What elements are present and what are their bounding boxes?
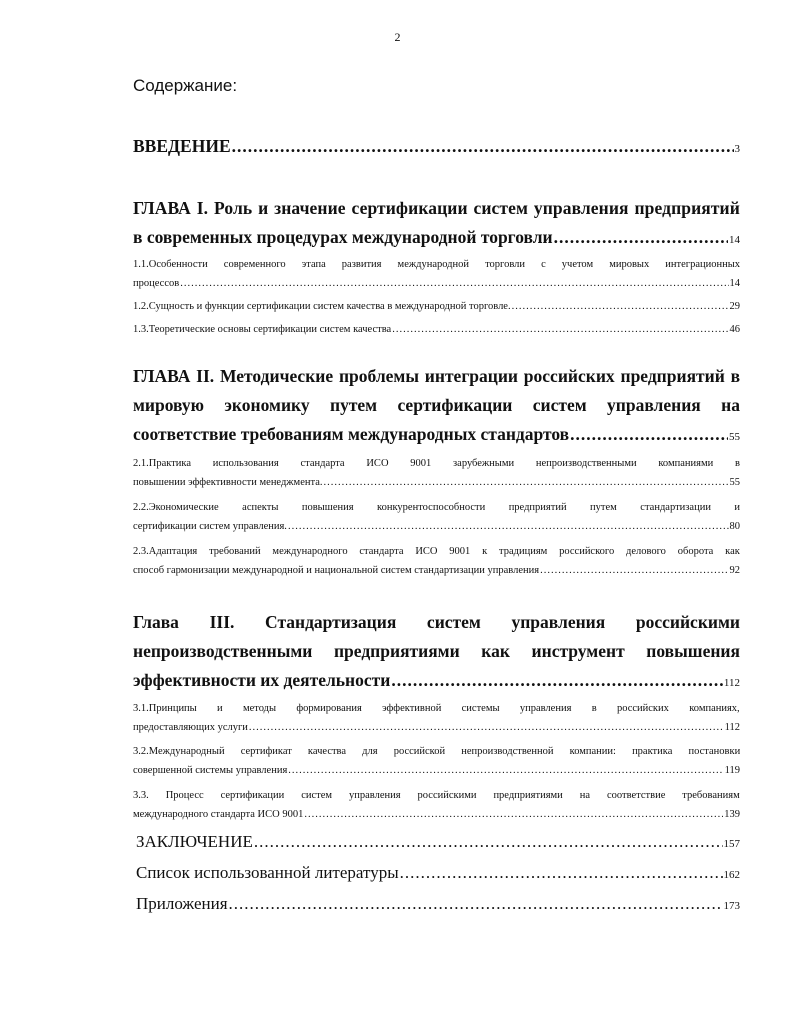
word: предприятиями <box>333 641 460 661</box>
section-2-3-line-1: 2.3.Адаптация требований международного стандарта ИСО 9001 к традициям российского делового оборота как <box>133 546 740 557</box>
section-3-2-line-1: 3.2.Международный сертификат качества для российской непроизводственной компании: практика постановки <box>133 746 741 757</box>
section-1-2-title: 1.2.Сущность и функции сертификации систем качества в международной торговле. <box>133 301 511 312</box>
dot-leader <box>249 722 724 733</box>
section-3-3-page: 139 <box>724 809 740 820</box>
dot-leader <box>512 301 729 312</box>
dot-leader <box>540 565 728 576</box>
section-3-1-line-2: предоставляющих услуги <box>133 722 248 733</box>
section-2-3-page: 92 <box>729 565 740 576</box>
toc-entry-3-3 <box>133 790 740 820</box>
word: III. <box>209 612 235 632</box>
references-page: 162 <box>723 869 740 881</box>
section-3-2-line-2: совершенной системы управления <box>133 765 288 776</box>
dot-leader <box>392 324 728 335</box>
toc-intro-page: 3 <box>734 143 740 155</box>
appendices-title: Приложения <box>136 894 228 913</box>
toc-entry-3-2 <box>133 746 740 776</box>
toc-entry-3-1 <box>133 703 740 733</box>
toc-entry-appendices <box>136 894 740 914</box>
dot-leader <box>570 424 728 445</box>
toc-entry-1-2 <box>133 301 740 312</box>
word: повышения <box>646 641 740 661</box>
conclusion-title: ЗАКЛЮЧЕНИЕ <box>136 832 253 851</box>
chapter-2-page: 55 <box>729 431 740 443</box>
section-2-2-line-1: 2.2.Экономические аспекты повышения конкурентоспособности предприятий путем стандартизации и <box>133 502 741 513</box>
word: экономику <box>224 395 310 415</box>
toc-entry-2-3 <box>133 546 740 576</box>
section-2-1-line-2: повышении эффективности менеджмента. <box>133 477 323 488</box>
section-1-2-page: 29 <box>729 301 740 312</box>
dot-leader <box>232 136 734 157</box>
chapter-3-title-line-3: эффективности их деятельности <box>133 670 391 690</box>
dot-leader <box>288 765 723 776</box>
section-1-1-line-1: 1.1.Особенности современного этапа развития международной торговли с учетом мировых интеграционных <box>133 259 741 270</box>
word: непроизводственными <box>133 641 313 661</box>
references-title: Список использованной литературы <box>136 863 399 882</box>
conclusion-page: 157 <box>723 838 740 850</box>
toc-entry-1-1 <box>133 259 740 289</box>
section-1-1-line-2: процессов <box>133 278 180 289</box>
dot-leader <box>288 521 729 532</box>
section-3-3-line-2: международного стандарта ИСО 9001 <box>133 809 304 820</box>
word: как <box>481 641 510 661</box>
page-number: 2 <box>394 30 401 44</box>
toc-entry-chapter-2 <box>133 366 740 445</box>
toc-entry-2-2 <box>133 502 740 532</box>
chapter-2-title-line-2 <box>133 395 740 416</box>
section-2-1-page: 55 <box>729 477 740 488</box>
toc-entry-references <box>136 863 740 883</box>
chapter-1-title-line-2: в современных процедурах международной торговли <box>133 227 553 247</box>
word: российскими <box>635 612 740 632</box>
section-3-3-line-1: 3.3. Процесс сертификации систем управления российскими предприятиями на соответствие требованиям <box>133 790 740 801</box>
toc-entry-1-3 <box>133 324 740 335</box>
toc-entry-chapter-3 <box>133 612 740 691</box>
chapter-2-title-line-3: соответствие требованиям международных стандартов <box>133 424 570 444</box>
dot-leader <box>400 863 723 883</box>
dot-leader <box>254 832 723 852</box>
section-2-1-line-1: 2.1.Практика использования стандарта ИСО 9001 зарубежными непроизводственными компаниями в <box>133 458 740 469</box>
chapter-3-title-line-2 <box>133 641 740 662</box>
word: управления <box>511 612 606 632</box>
word: систем <box>426 612 481 632</box>
section-1-1-page: 14 <box>729 278 740 289</box>
section-3-1-line-1: 3.1.Принципы и методы формирования эффективной системы управления в российских компаниях, <box>133 703 740 714</box>
word: управления <box>607 395 701 415</box>
toc-entry-intro <box>133 136 740 157</box>
chapter-1-page: 14 <box>729 234 740 246</box>
dot-leader <box>229 894 723 914</box>
word: систем <box>532 395 587 415</box>
dot-leader <box>304 809 723 820</box>
chapter-3-page: 112 <box>723 677 740 689</box>
toc-entry-conclusion <box>136 832 740 852</box>
dot-leader <box>323 477 728 488</box>
toc-entry-chapter-1 <box>133 198 740 248</box>
toc-entry-2-1 <box>133 458 740 488</box>
section-2-2-page: 80 <box>729 521 740 532</box>
dot-leader <box>554 227 728 248</box>
word: Глава <box>133 612 179 632</box>
appendices-page: 173 <box>723 900 740 912</box>
toc-intro-title: ВВЕДЕНИЕ <box>133 136 231 156</box>
word: Стандартизация <box>265 612 397 632</box>
section-3-1-page: 112 <box>724 722 740 733</box>
section-2-3-line-2: способ гармонизации международной и национальной систем стандартизации управления <box>133 565 540 576</box>
word: инструмент <box>531 641 625 661</box>
word: на <box>721 395 740 415</box>
chapter-3-title-line-1 <box>133 612 740 633</box>
word: мировую <box>133 395 205 415</box>
section-1-3-title: 1.3.Теоретические основы сертификации систем качества <box>133 324 392 335</box>
chapter-2-title-line-1: ГЛАВА II. Методические проблемы интеграции российских предприятий в <box>133 366 741 386</box>
chapter-1-title-line-1: ГЛАВА I. Роль и значение сертификации систем управления предприятий <box>133 198 740 218</box>
contents-title: Содержание: <box>133 76 238 95</box>
word: сертификации <box>397 395 513 415</box>
dot-leader <box>391 670 723 691</box>
dot-leader <box>180 278 728 289</box>
section-2-2-line-2: сертификации систем управления. <box>133 521 287 532</box>
section-1-3-page: 46 <box>729 324 740 335</box>
word: путем <box>329 395 378 415</box>
section-3-2-page: 119 <box>724 765 740 776</box>
